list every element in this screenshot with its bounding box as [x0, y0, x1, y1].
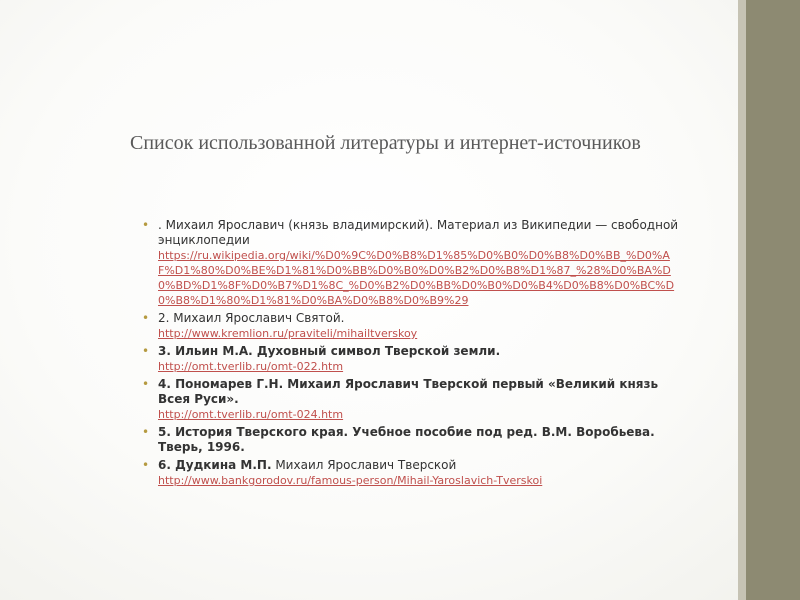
reference-link[interactable]: http://omt.tverlib.ru/omt-022.htm	[158, 360, 344, 373]
bullet-icon: •	[142, 425, 150, 439]
reference-author: 6. Дудкина М.П.	[158, 458, 272, 472]
slide-title: Список использованной литературы и интернет-источников	[130, 132, 641, 154]
reference-item-6	[140, 458, 680, 488]
reference-item-4	[140, 377, 680, 422]
reference-link[interactable]: http://omt.tverlib.ru/omt-024.htm	[158, 408, 344, 421]
decorative-band-dark	[746, 0, 800, 600]
reference-link[interactable]: https://ru.wikipedia.org/wiki/%D0%9C%D0%B8%D1%85%D0%B0%D0%B8%D0%BB_%D0%AF%D1%80%D0%BE%D1%81%D0%BB%D0%B0%D0%B2%D0%B8%D1%87_%28%D0%BA%D0%BD%D1%8F%D0%B7%D1%8C_%D0%B2%D0%BB%D0%B0%D0%B4%D0%B8%D0%BC%D0%B8%D1%80%D1%81%D0%BA%D0%B8%D0%B9%29	[158, 249, 675, 307]
reference-text: 4. Пономарев Г.Н. Михаил Ярославич Тверской первый «Великий князь Всея Руси».	[158, 377, 659, 406]
reference-text: 3. Ильин М.А. Духовный символ Тверской земли.	[158, 344, 501, 358]
reference-item-2	[140, 311, 680, 341]
bullet-icon: •	[142, 311, 150, 325]
reference-text: 5. История Тверского края. Учебное пособие под ред. В.М. Воробьева. Тверь, 1996.	[158, 425, 655, 454]
bullet-icon: •	[142, 377, 150, 391]
reference-link[interactable]: http://www.bankgorodov.ru/famous-person/Mihail-Yaroslavich-Tverskoi	[158, 474, 543, 487]
reference-text: Михаил Ярославич Тверской	[271, 458, 457, 472]
reference-text: . Михаил Ярославич (князь владимирский). Материал из Википедии — свободной энциклопедии	[158, 218, 679, 247]
bullet-icon: •	[142, 458, 150, 472]
reference-item-1	[140, 218, 680, 308]
reference-item-3	[140, 344, 680, 374]
reference-item-5	[140, 425, 680, 455]
reference-link[interactable]: http://www.kremlion.ru/praviteli/mihailtverskoy	[158, 327, 418, 340]
bullet-icon: •	[142, 344, 150, 358]
reference-list	[140, 218, 680, 491]
bullet-icon: •	[142, 218, 150, 232]
reference-text: 2. Михаил Ярославич Святой.	[158, 311, 345, 325]
